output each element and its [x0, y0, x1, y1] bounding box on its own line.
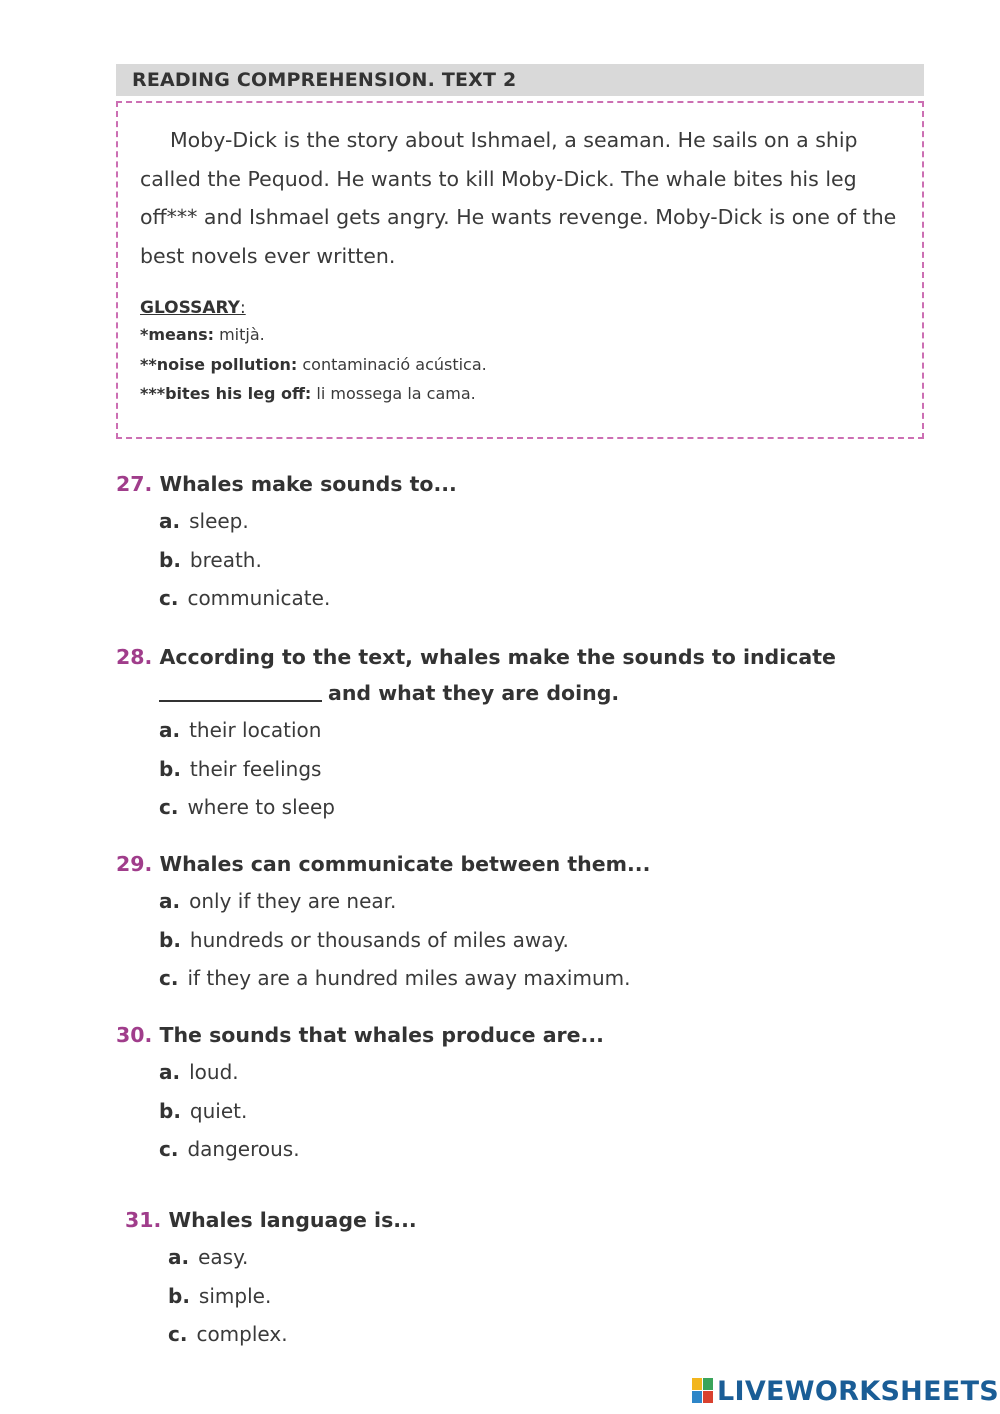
option-text: communicate.: [187, 586, 331, 610]
glossary-entry: [140, 350, 880, 380]
option-b[interactable]: [125, 1277, 417, 1316]
option-text: easy.: [198, 1245, 249, 1269]
option-c[interactable]: [116, 959, 650, 998]
reading-passage: Moby-Dick is the story about Ishmael, a seaman. He sails on a ship called the Pequod. He wants to kill Moby-Dick. The whale bites his leg off*** and Ishmael gets angry. He wants revenge. Moby-Dick is one of the best novels ever written.: [140, 128, 897, 268]
option-text: breath.: [189, 547, 262, 572]
option-letter: a.: [159, 509, 181, 533]
question-31: [125, 1202, 417, 1354]
glossary-title: GLOSSARY: [140, 298, 240, 318]
glossary-term: **noise pollution:: [140, 354, 298, 374]
glossary-colon: :: [239, 298, 246, 318]
option-letter: c.: [168, 1322, 188, 1346]
option-text: if they are a hundred miles away maximum.: [187, 966, 631, 990]
question-text: Whales make sounds to...: [159, 472, 457, 496]
option-c[interactable]: [116, 788, 836, 827]
option-text: where to sleep: [187, 795, 335, 819]
glossary: [140, 296, 880, 409]
option-letter: a.: [159, 718, 181, 742]
question-continuation: and what they are doing.: [328, 681, 620, 705]
option-letter: c.: [159, 1137, 179, 1161]
option-text: their location: [189, 718, 322, 742]
option-letter: c.: [159, 795, 179, 819]
question-number: 28.: [116, 645, 153, 669]
reading-text-box: [116, 101, 924, 439]
option-a[interactable]: [116, 882, 650, 921]
option-c[interactable]: [116, 1130, 604, 1169]
glossary-definition: mitjà.: [219, 325, 265, 344]
section-header: [116, 64, 924, 96]
question-text: Whales language is...: [168, 1208, 417, 1232]
option-text: their feelings: [189, 756, 322, 781]
question-text: Whales can communicate between them...: [159, 852, 651, 876]
option-letter: b.: [159, 1098, 181, 1123]
option-c[interactable]: [116, 579, 457, 618]
option-letter: a.: [159, 889, 181, 913]
question-number: 30.: [116, 1023, 153, 1047]
glossary-definition: contaminació acústica.: [302, 354, 487, 374]
option-letter: a.: [159, 1060, 181, 1084]
option-a[interactable]: [116, 711, 836, 750]
option-a[interactable]: [116, 1053, 604, 1092]
option-b[interactable]: [116, 921, 650, 960]
option-letter: b.: [159, 927, 181, 952]
option-text: hundreds or thousands of miles away.: [189, 927, 569, 952]
answer-blank[interactable]: [159, 700, 322, 702]
glossary-term: *means:: [140, 325, 214, 344]
glossary-term: ***bites his leg off:: [140, 384, 312, 403]
option-text: quiet.: [189, 1098, 248, 1123]
option-text: loud.: [189, 1060, 239, 1084]
logo-text: LIVEWORKSHEETS: [717, 1375, 1000, 1407]
option-letter: a.: [168, 1245, 190, 1269]
option-letter: b.: [159, 756, 181, 781]
option-text: simple.: [198, 1283, 272, 1308]
option-letter: b.: [159, 547, 181, 572]
liveworksheets-logo[interactable]: [692, 1374, 999, 1408]
question-27: [116, 466, 457, 618]
glossary-entry: [140, 379, 880, 409]
option-letter: c.: [159, 586, 179, 610]
question-29: [116, 846, 650, 998]
option-a[interactable]: [125, 1238, 417, 1277]
option-b[interactable]: [116, 541, 457, 580]
question-text: The sounds that whales produce are...: [159, 1023, 604, 1047]
option-text: dangerous.: [187, 1137, 300, 1161]
option-letter: c.: [159, 966, 179, 990]
option-c[interactable]: [125, 1315, 417, 1354]
option-a[interactable]: [116, 502, 457, 541]
option-text: sleep.: [189, 509, 249, 533]
question-30: [116, 1017, 604, 1169]
option-text: only if they are near.: [189, 889, 397, 913]
option-b[interactable]: [116, 1092, 604, 1131]
liveworksheets-logo-icon: [692, 1378, 714, 1404]
option-letter: b.: [168, 1283, 190, 1308]
question-number: 27.: [116, 472, 153, 496]
glossary-entry: [140, 320, 880, 350]
question-number: 29.: [116, 852, 153, 876]
option-text: complex.: [196, 1322, 288, 1346]
glossary-definition: li mossega la cama.: [316, 384, 476, 403]
question-28: [116, 639, 836, 827]
option-b[interactable]: [116, 750, 836, 789]
question-text: According to the text, whales make the sounds to indicate: [159, 645, 836, 669]
section-title: READING COMPREHENSION. TEXT 2: [132, 69, 517, 91]
question-number: 31.: [125, 1208, 162, 1232]
